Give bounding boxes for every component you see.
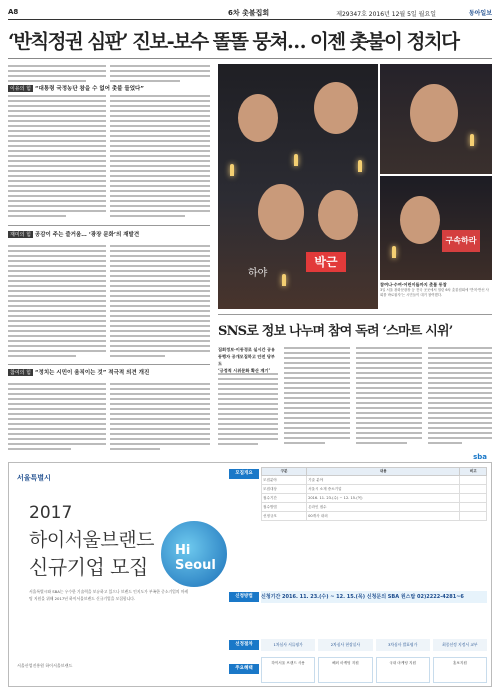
protest-sign-2: 구속하라 <box>442 230 480 252</box>
protest-photo <box>218 64 378 309</box>
step-item: 2차심사 현장실사 <box>318 639 372 651</box>
sns-text-1 <box>218 372 278 454</box>
article-subhead-3: 참여의 힘 “정치는 시민이 움직이는 것” 적극적 의견 개진 <box>10 370 150 376</box>
ad-section-label: 신청방법 <box>229 592 259 602</box>
step-item: 1차심사 서류평가 <box>261 639 315 651</box>
divider <box>8 225 210 226</box>
hi-seoul-badge: Hi Seoul <box>159 519 229 589</box>
article-tag: 재미의 힘 <box>10 232 31 238</box>
page-number: A8 <box>8 8 19 16</box>
article-text-2a <box>8 244 106 362</box>
ad-title-line1: 하이서울브랜드 <box>29 529 154 551</box>
ad-title-line2: 신규기업 모집 <box>29 555 148 579</box>
article-subhead-2: 재미의 힘 공감이 주는 즐거움… ‘광장 문화’의 재발견 <box>10 232 140 238</box>
benefit-item: 해외 마케팅 지원 <box>318 657 372 683</box>
apply-banner: 신청기간 2016. 11. 23.(수) ~ 12. 15.(목) 신청문의 SBA 원스탑 02)2222-4281~6 <box>261 591 487 603</box>
article-text-1a <box>8 94 106 222</box>
section-name: 6차 촛불집회 <box>228 9 270 17</box>
article-text-lead <box>8 64 106 82</box>
ad-table: 구분 내용 비고 모집분야 기술 분야 모집대상 서울시 소재 중소기업 접수기간 2016. 11. 23.(수) ~ 12. 15.(목) 접수방법 온라인 접수 선정규모 00개사 내외 <box>261 467 487 521</box>
ad-section-label: 선정절차 <box>229 640 259 650</box>
ad-right-panel <box>227 453 491 686</box>
divider <box>8 364 210 365</box>
benefit-item: 국내 마케팅 지원 <box>376 657 430 683</box>
sns-text-2 <box>284 346 350 454</box>
benefit-item: 하이서울 브랜드 사용 <box>261 657 315 683</box>
article-tag: 이유의 힘 <box>10 86 31 92</box>
protest-photo-2 <box>380 64 492 174</box>
sns-headline: SNS로 정보 나누며 참여 독려 ‘스마트 시위’ <box>218 324 453 339</box>
benefits-list <box>261 657 487 683</box>
sns-text-3 <box>356 346 422 454</box>
article-text-lead-2 <box>110 64 210 82</box>
article-tag: 참여의 힘 <box>10 370 31 376</box>
sns-subheads: 집회정보·이동경로 실시간 공유 동행자 공개모집하고 안전 당부도 ‘긍정적 시위문화 확산 계기’ <box>218 347 276 373</box>
article-text-3b <box>110 382 210 454</box>
ad-footer: 서울산업진흥원 하이서울브랜드 <box>17 663 73 668</box>
sba-logo: sba <box>473 453 487 461</box>
article-text-2b <box>110 244 210 362</box>
benefit-item: 홍보지원 <box>433 657 487 683</box>
protest-photo-3 <box>380 176 492 280</box>
headline: ‘반칙정권 심판’ 진보-보수 똘똘 뭉쳐… 이젠 촛불이 정치다 <box>8 30 459 53</box>
sns-text-4 <box>428 346 492 454</box>
headline-rule <box>8 58 492 59</box>
protest-sign: 박근 <box>306 252 346 272</box>
newspaper-logo: 동아일보 <box>468 10 492 17</box>
article-text-3a <box>8 382 106 454</box>
ad-section-label: 모집개요 <box>229 469 259 479</box>
selection-steps <box>261 639 487 651</box>
ad-section-label: 주요혜택 <box>229 664 259 674</box>
divider <box>218 314 492 315</box>
page-header <box>8 6 492 20</box>
article-subhead-1: 이유의 힘 “대통령 국정농단 참을 수 없어 촛불 들었다” <box>10 86 144 92</box>
protest-sign-text: 하야 <box>248 268 268 279</box>
caption-body: 3일 서울 광화문광장 등 전국 곳곳에서 열린 6차 촛불집회에 ‘반칙·반신 사회를 바로잡자’는 시민들이 대거 참여했다. <box>380 288 489 297</box>
article-text-1b <box>110 94 210 222</box>
step-item: 3차심사 발표평가 <box>376 639 430 651</box>
step-item: 최종선정 지정서 교부 <box>433 639 487 651</box>
caption-title: 참여나·수여·어린이들까지 촛불 동참 <box>380 282 447 287</box>
photo-caption <box>380 282 492 298</box>
advertisement <box>8 453 492 687</box>
issue-info: 제29347호 2016년 12월 5일 월요일 <box>336 11 436 18</box>
ad-left-panel <box>9 463 224 686</box>
seoul-logo: 서울특별시 <box>17 474 51 482</box>
ad-year: 2017 <box>29 503 73 523</box>
ad-description: 서울특별시와 SBA는 우수한 기술력을 보유하고 있으나 브랜드 인지도가 부족한 중소기업의 마케팅 지원을 위해 2017년 하이서울브랜드 신규기업을 모집합니다. <box>29 589 189 601</box>
